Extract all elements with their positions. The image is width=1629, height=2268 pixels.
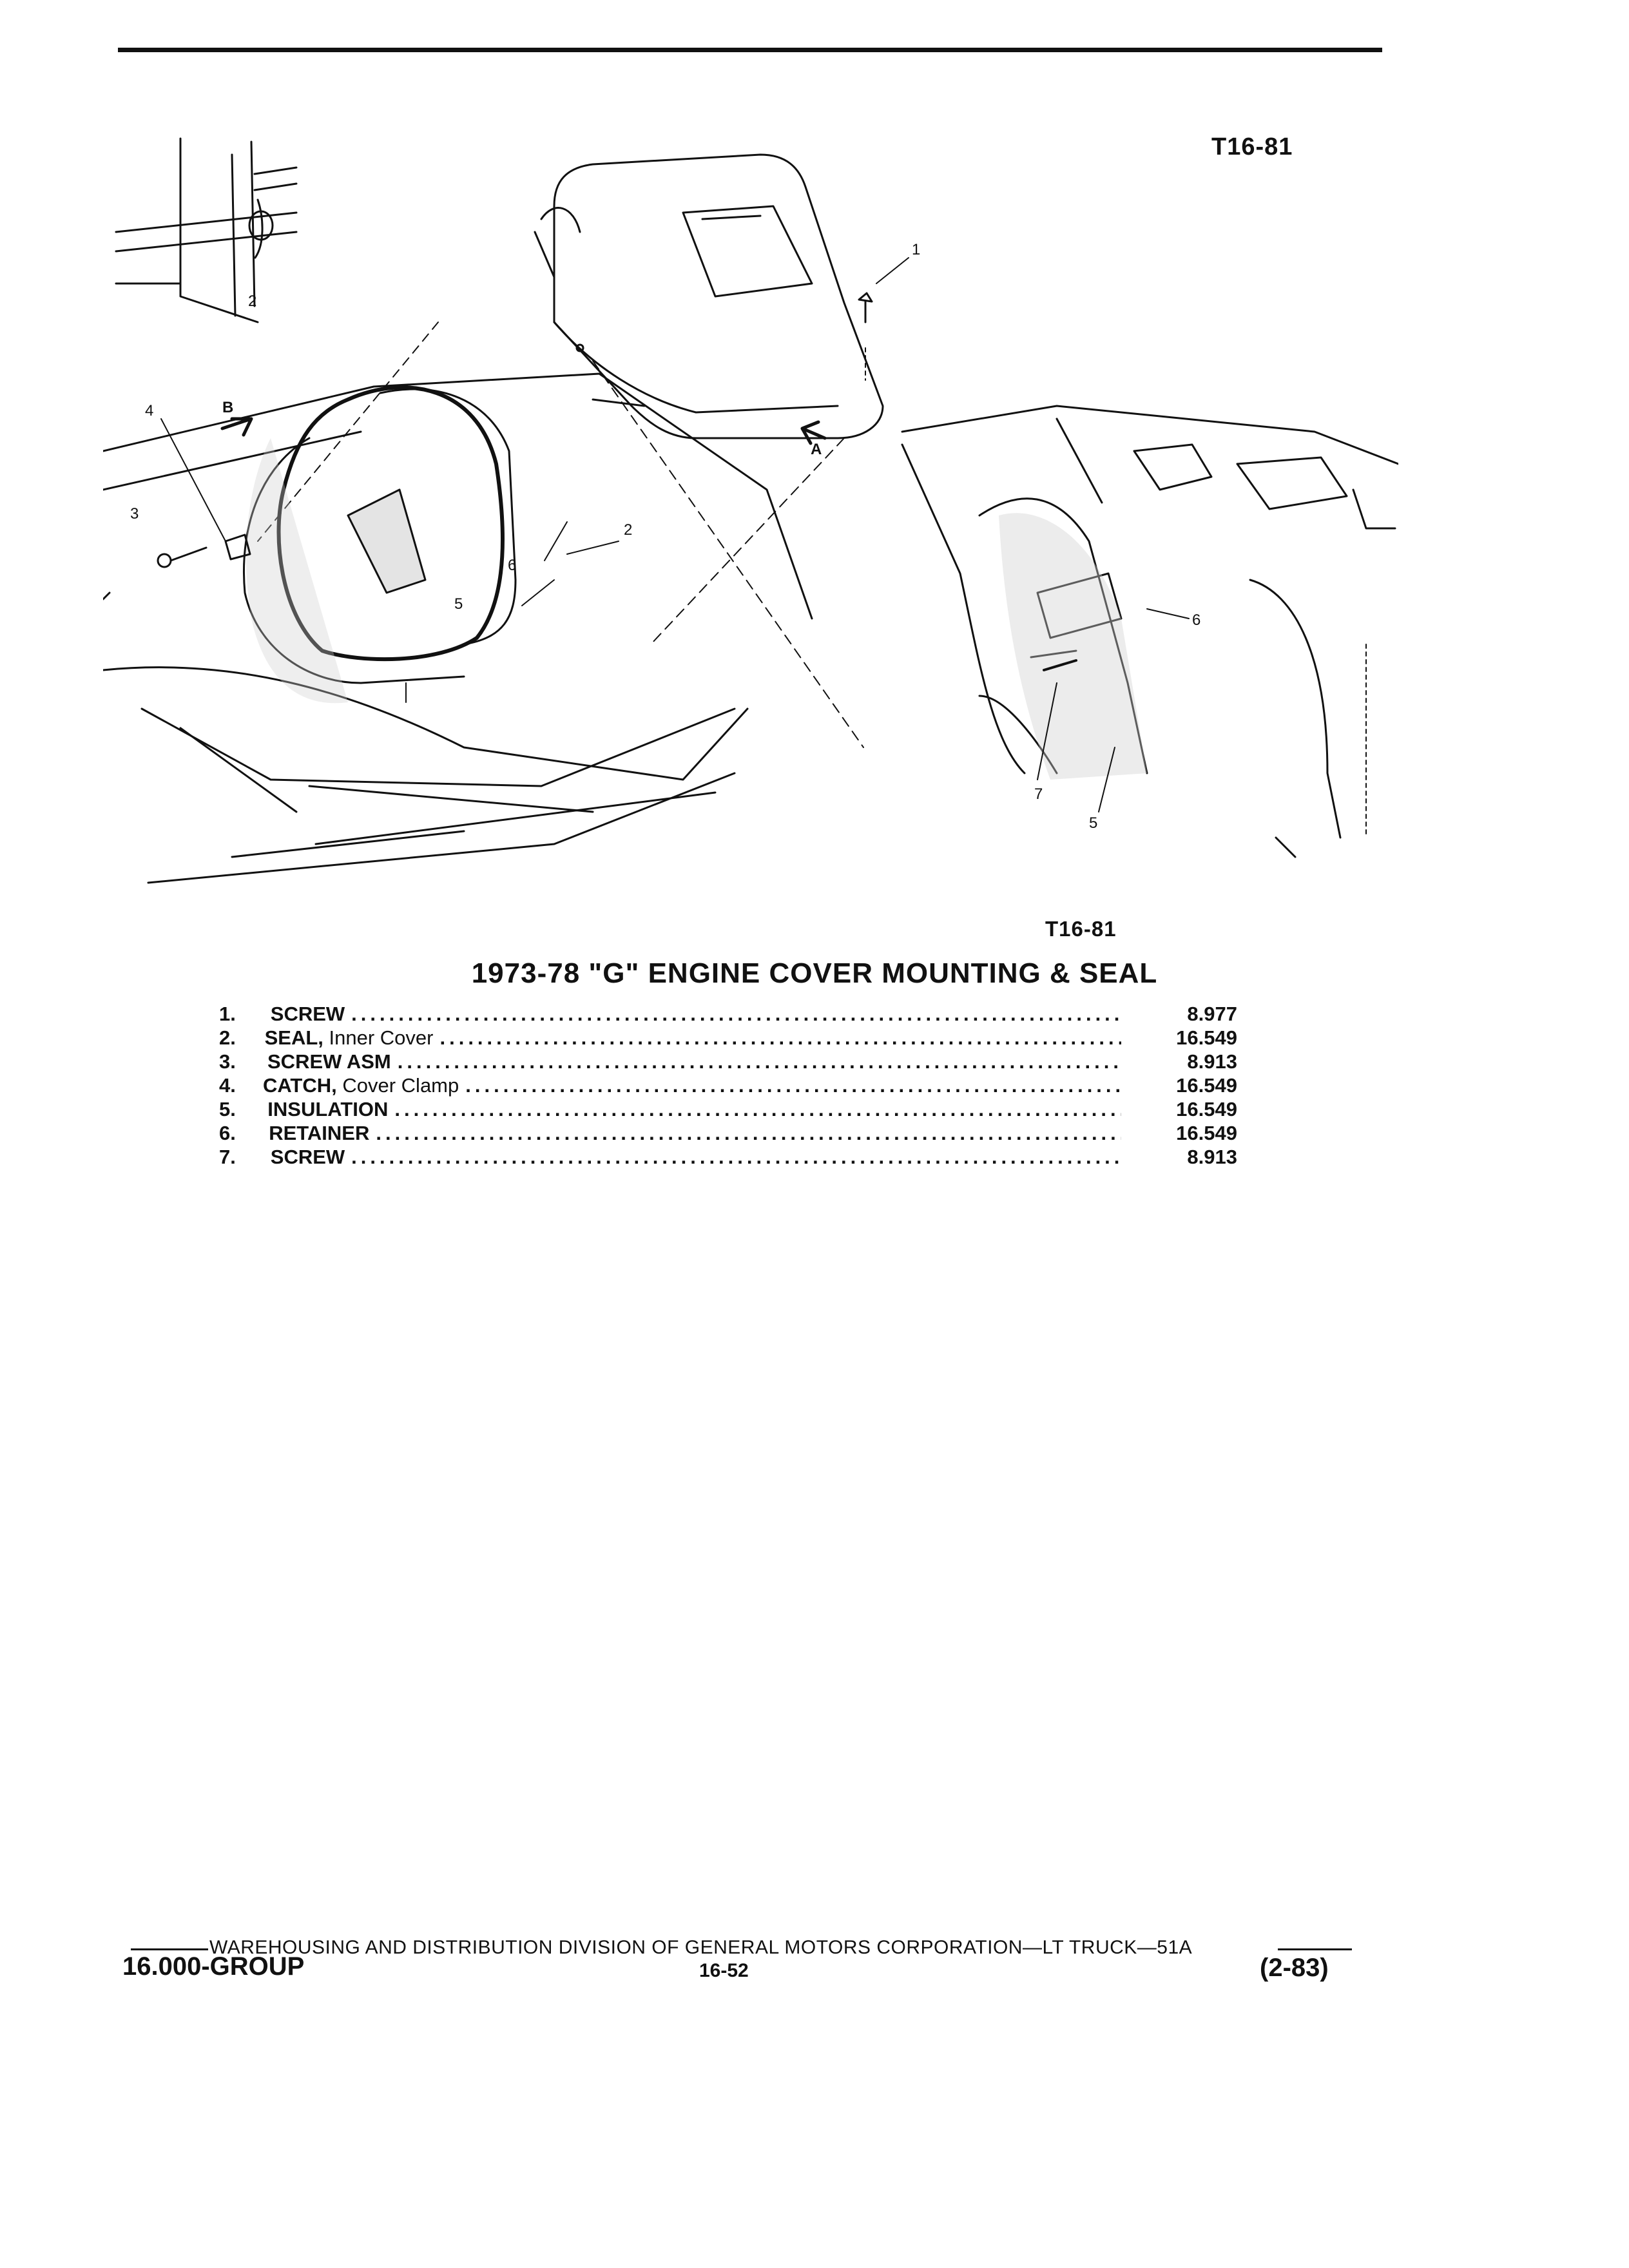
group-code: 16.549 <box>1176 1026 1237 1049</box>
footer-page-number: 16-52 <box>699 1960 749 1981</box>
part-number: 7. <box>219 1146 236 1168</box>
right-inset-retainer-detail <box>902 406 1398 857</box>
parts-row <box>219 1050 1237 1073</box>
part-description: SEAL, Inner Cover <box>264 1026 434 1049</box>
part-description: SCREW <box>270 1003 345 1025</box>
part-description: RETAINER <box>269 1122 370 1144</box>
top-rule <box>118 48 1382 52</box>
callout-5-left: 5 <box>454 595 463 613</box>
dot-leader <box>439 1026 1121 1050</box>
parts-row <box>219 1097 1237 1121</box>
figure-id-bottom: T16-81 <box>1045 917 1117 941</box>
group-code: 16.549 <box>1176 1122 1237 1144</box>
callout-2-inset: 2 <box>248 293 257 310</box>
dot-leader <box>351 1002 1121 1026</box>
dot-leader <box>351 1145 1121 1169</box>
group-code: 16.549 <box>1176 1074 1237 1097</box>
part-description: SCREW ASM <box>267 1050 391 1073</box>
figure-caption: 1973-78 "G" ENGINE COVER MOUNTING & SEAL <box>471 957 1158 989</box>
callout-1: 1 <box>912 241 921 258</box>
dot-leader <box>394 1097 1121 1121</box>
group-code: 8.913 <box>1187 1146 1237 1168</box>
footer-rule-right <box>1278 1948 1352 1950</box>
part-number: 6. <box>219 1122 236 1144</box>
engine-cover-illustration <box>103 129 1398 908</box>
part-description: CATCH, Cover Clamp <box>262 1074 459 1097</box>
callout-6-left: 6 <box>508 557 517 574</box>
screw-asm <box>158 548 206 567</box>
part-number: 4. <box>219 1074 236 1097</box>
parts-list <box>219 1002 1237 1169</box>
part-description: SCREW <box>270 1146 345 1168</box>
callout-7: 7 <box>1034 785 1043 803</box>
dot-leader <box>465 1073 1121 1097</box>
view-arrow-b: B <box>222 399 234 416</box>
callout-2: 2 <box>624 521 633 539</box>
callout-3: 3 <box>130 505 139 523</box>
inset-catch-detail <box>116 139 296 322</box>
parts-row <box>219 1121 1237 1145</box>
engine-cover <box>535 155 883 438</box>
parts-row <box>219 1002 1237 1026</box>
group-code: 16.549 <box>1176 1098 1237 1120</box>
dot-leader <box>398 1050 1121 1073</box>
group-code: 8.977 <box>1187 1003 1237 1025</box>
figure-id-top: T16-81 <box>1211 133 1293 160</box>
part-number: 5. <box>219 1098 236 1120</box>
part-description: INSULATION <box>267 1098 389 1120</box>
dot-leader <box>376 1121 1121 1145</box>
part-number: 1. <box>219 1003 236 1025</box>
footer-publisher-line: WAREHOUSING AND DISTRIBUTION DIVISION OF GENERAL MOTORS CORPORATION—LT TRUCK—51A <box>209 1937 1193 1958</box>
callout-4: 4 <box>145 402 154 419</box>
parts-row <box>219 1073 1237 1097</box>
floor-opening <box>103 374 812 883</box>
view-arrow-a: A <box>811 441 822 458</box>
parts-row <box>219 1026 1237 1050</box>
parts-row <box>219 1145 1237 1169</box>
callout-5-right: 5 <box>1089 814 1098 832</box>
callout-6-right: 6 <box>1192 611 1201 629</box>
footer-rule-left <box>131 1948 208 1950</box>
part-number: 3. <box>219 1050 236 1073</box>
group-code: 8.913 <box>1187 1050 1237 1073</box>
footer-group: 16.000-GROUP <box>122 1952 305 1981</box>
part-number: 2. <box>219 1026 236 1049</box>
footer-date: (2-83) <box>1260 1954 1329 1982</box>
